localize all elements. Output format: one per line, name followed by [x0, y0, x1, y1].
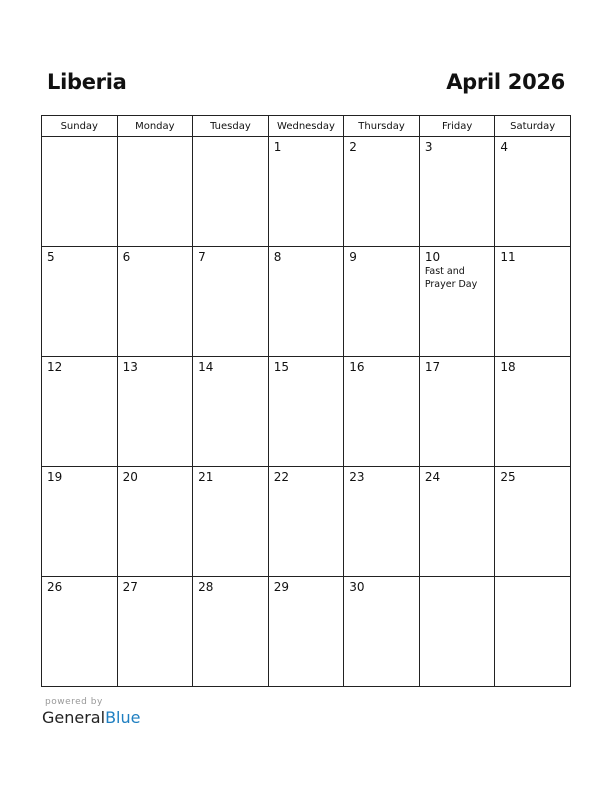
- week-row: [42, 247, 571, 357]
- day-cell: [42, 247, 118, 357]
- weekday-header: Tuesday: [193, 116, 269, 137]
- month-year-title: April 2026: [446, 70, 565, 94]
- day-number: [193, 137, 268, 140]
- day-number: 9: [349, 250, 357, 264]
- day-cell: [268, 467, 344, 577]
- day-cell: [344, 357, 420, 467]
- day-number: 15: [273, 360, 289, 374]
- day-cell: [117, 357, 193, 467]
- weekday-header: Sunday: [42, 116, 118, 137]
- day-number: 19: [47, 470, 63, 484]
- day-number: 29: [273, 580, 289, 594]
- day-number: [420, 577, 495, 580]
- day-cell: [193, 357, 269, 467]
- day-number: 26: [47, 580, 63, 594]
- day-cell: [42, 577, 118, 687]
- country-title: Liberia: [47, 70, 127, 94]
- day-cell: [117, 467, 193, 577]
- day-cell: [268, 247, 344, 357]
- day-cell: [117, 247, 193, 357]
- day-cell: [117, 137, 193, 247]
- day-cell: [495, 467, 571, 577]
- weekday-header: Saturday: [495, 116, 571, 137]
- day-cell: [495, 247, 571, 357]
- day-number: 4: [500, 140, 509, 154]
- day-number: 16: [349, 360, 365, 374]
- day-number: 7: [198, 250, 206, 264]
- day-cell: [42, 137, 118, 247]
- brand-blue: Blue: [105, 708, 141, 727]
- day-cell: [419, 467, 495, 577]
- calendar-grid: [41, 115, 571, 687]
- day-cell: [193, 247, 269, 357]
- day-cell: [193, 577, 269, 687]
- day-cell: [268, 577, 344, 687]
- day-number: 12: [47, 360, 63, 374]
- day-number: 17: [424, 360, 441, 374]
- day-number: 18: [500, 360, 516, 374]
- day-number: [42, 137, 117, 140]
- day-cell: [495, 577, 571, 687]
- day-cell: [495, 357, 571, 467]
- day-number: [495, 577, 570, 580]
- weekday-header: Wednesday: [268, 116, 344, 137]
- brand-general: General: [42, 708, 106, 727]
- day-number: 11: [500, 250, 516, 264]
- day-number: 5: [47, 250, 55, 264]
- holiday-label: Fast and Prayer Day: [424, 266, 478, 290]
- day-cell: [344, 467, 420, 577]
- week-row: [42, 467, 571, 577]
- day-number: [118, 137, 193, 140]
- weekday-header: Monday: [117, 116, 193, 137]
- day-cell: [344, 577, 420, 687]
- day-number: 22: [273, 470, 289, 484]
- day-number: 21: [198, 470, 214, 484]
- powered-by-label: powered by: [45, 697, 103, 707]
- day-number: 2: [349, 140, 357, 154]
- day-number: 24: [424, 470, 441, 484]
- day-cell: [419, 137, 495, 247]
- day-number: 30: [349, 580, 365, 594]
- day-cell: [419, 357, 495, 467]
- weekday-header-row: [42, 116, 571, 137]
- day-cell: [42, 357, 118, 467]
- day-cell: [419, 247, 495, 357]
- day-cell: [193, 467, 269, 577]
- day-cell: [268, 137, 344, 247]
- day-number: 20: [122, 470, 138, 484]
- day-number: 23: [349, 470, 365, 484]
- day-cell: [344, 137, 420, 247]
- day-cell: [419, 577, 495, 687]
- day-cell: [42, 467, 118, 577]
- weekday-header: Friday: [419, 116, 495, 137]
- day-number: 6: [122, 250, 131, 264]
- day-cell: [268, 357, 344, 467]
- day-number: 27: [122, 580, 138, 594]
- week-row: [42, 137, 571, 247]
- day-cell: [193, 137, 269, 247]
- day-number: 28: [198, 580, 214, 594]
- day-number: 3: [424, 140, 433, 154]
- day-number: 14: [198, 360, 214, 374]
- day-cell: [117, 577, 193, 687]
- day-number: 10: [424, 250, 441, 264]
- week-row: [42, 577, 571, 687]
- day-number: 1: [273, 140, 282, 154]
- day-cell: [344, 247, 420, 357]
- day-number: 13: [122, 360, 138, 374]
- day-number: 8: [273, 250, 282, 264]
- day-cell: [495, 137, 571, 247]
- generalblue-logo: [42, 708, 140, 727]
- week-row: [42, 357, 571, 467]
- day-number: 25: [500, 470, 516, 484]
- weekday-header: Thursday: [344, 116, 420, 137]
